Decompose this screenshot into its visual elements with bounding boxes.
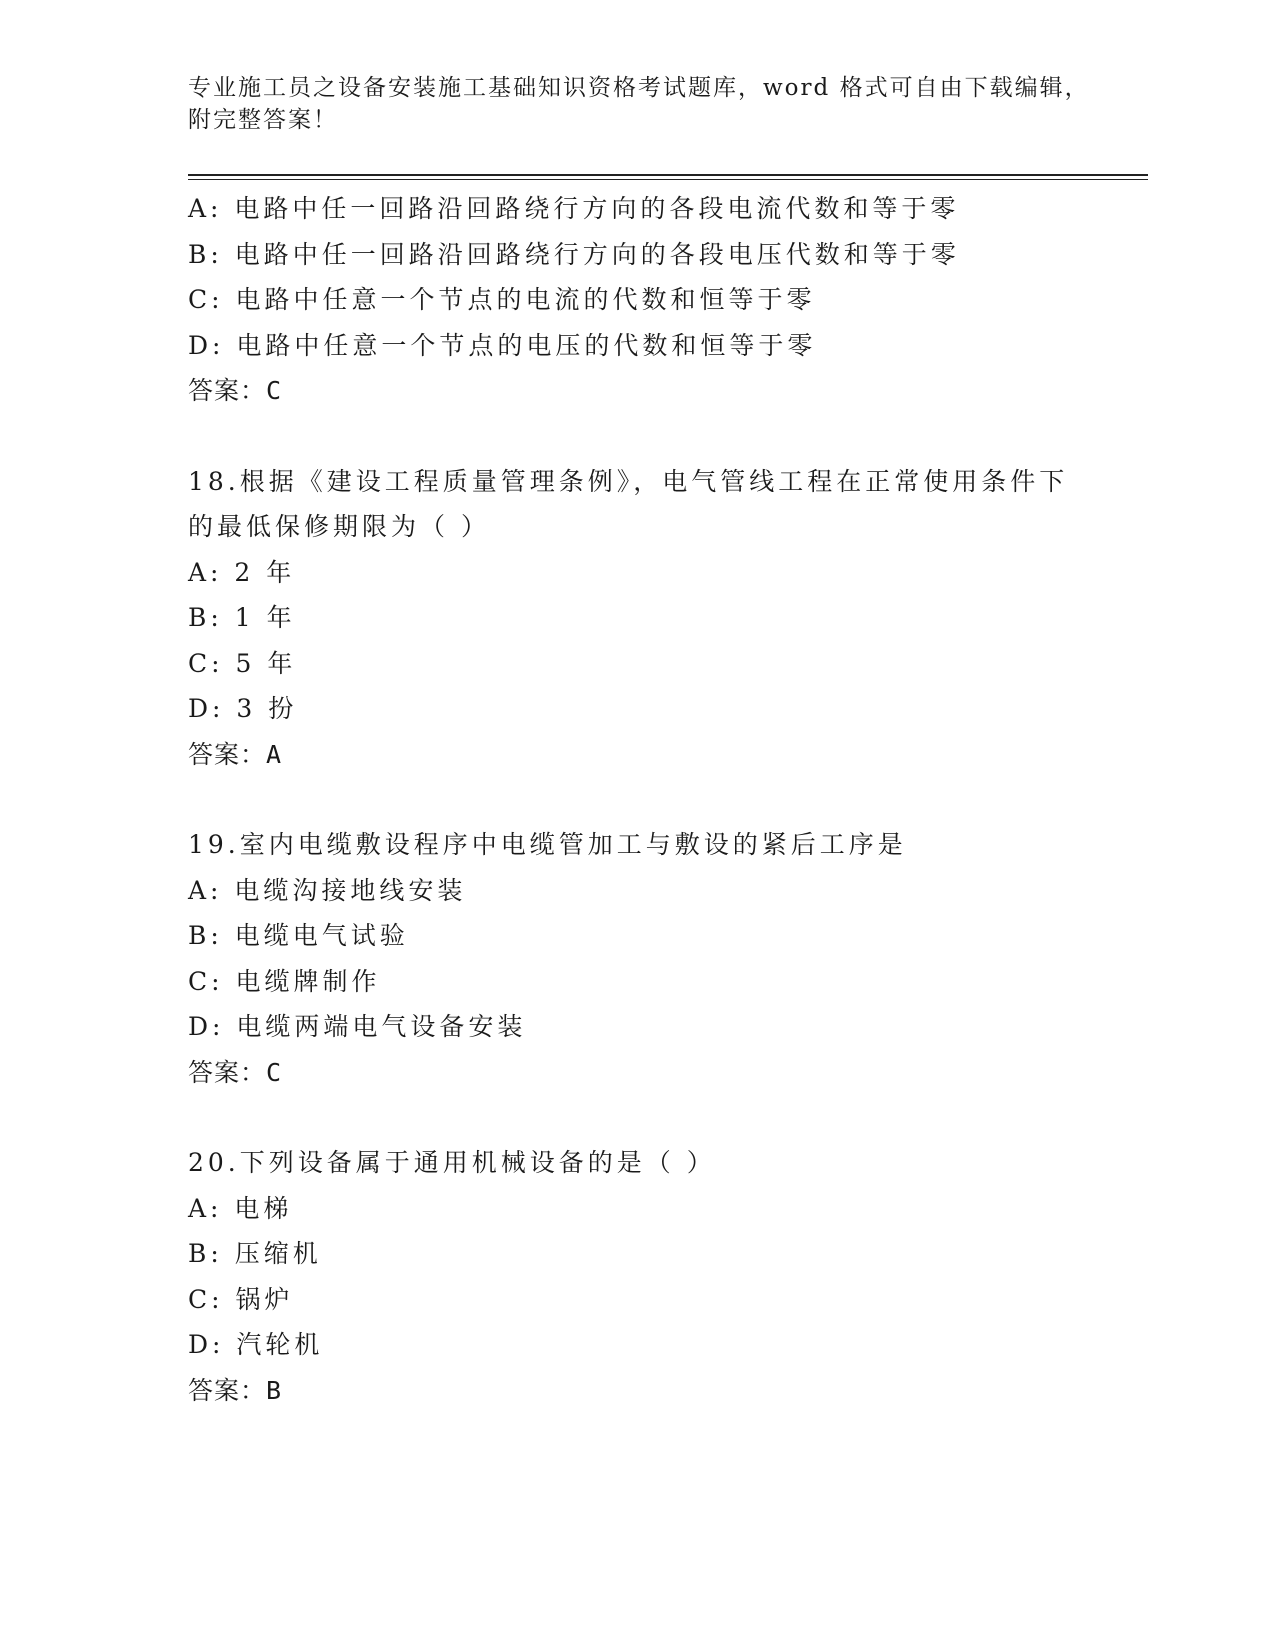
header-divider — [188, 174, 1148, 180]
question-20 — [188, 1140, 1148, 1413]
option-d: D: 电缆两端电气设备安装 — [188, 1012, 527, 1041]
option-d: D: 汽轮机 — [188, 1330, 324, 1359]
question-17 — [188, 186, 1148, 414]
option-c: C: 锅炉 — [188, 1284, 294, 1314]
question-stem: 18.根据《建设工程质量管理条例》，电气管线工程在正常使用条件下 — [188, 466, 1069, 496]
option-a: A: 电路中任一回路沿回路绕行方向的各段电流代数和等于零 — [188, 194, 960, 223]
spacer — [188, 777, 1148, 822]
option-b: B: 电路中任一回路沿回路绕行方向的各段电压代数和等于零 — [188, 239, 960, 269]
answer: 答案：C — [188, 376, 283, 405]
spacer — [188, 1095, 1148, 1140]
document-header — [188, 72, 1148, 136]
answer: 答案：C — [188, 1057, 283, 1087]
option-c: C: 电路中任意一个节点的电流的代数和恒等于零 — [188, 285, 816, 314]
option-c: C: 电缆牌制作 — [188, 966, 381, 996]
option-b: B: 电缆电气试验 — [188, 921, 409, 950]
option-d: D: 电路中任意一个节点的电压的代数和恒等于零 — [188, 330, 817, 360]
option-b: B: 1 年 — [188, 603, 296, 632]
option-d: D: 3 扮 — [188, 694, 298, 723]
question-stem: 20.下列设备属于通用机械设备的是（ ） — [188, 1148, 716, 1177]
answer: 答案：B — [188, 1375, 283, 1405]
question-stem: 19.室内电缆敷设程序中电缆管加工与敷设的紧后工序是 — [188, 830, 907, 859]
question-18 — [188, 459, 1148, 778]
question-19 — [188, 822, 1148, 1095]
option-a: A: 电缆沟接地线安装 — [188, 875, 467, 905]
question-stem-continued: 的最低保修期限为（ ） — [188, 512, 490, 541]
spacer — [188, 414, 1148, 459]
option-a: A: 2 年 — [188, 557, 296, 587]
document-page — [188, 72, 1148, 1413]
option-b: B: 压缩机 — [188, 1239, 322, 1268]
answer: 答案：A — [188, 739, 283, 769]
option-c: C: 5 年 — [188, 648, 297, 678]
header-line-2: 附完整答案！ — [188, 107, 338, 133]
header-line-1: 专业施工员之设备安装施工基础知识资格考试题库，word 格式可自由下载编辑， — [188, 75, 1090, 101]
option-a: A: 电梯 — [188, 1193, 293, 1223]
